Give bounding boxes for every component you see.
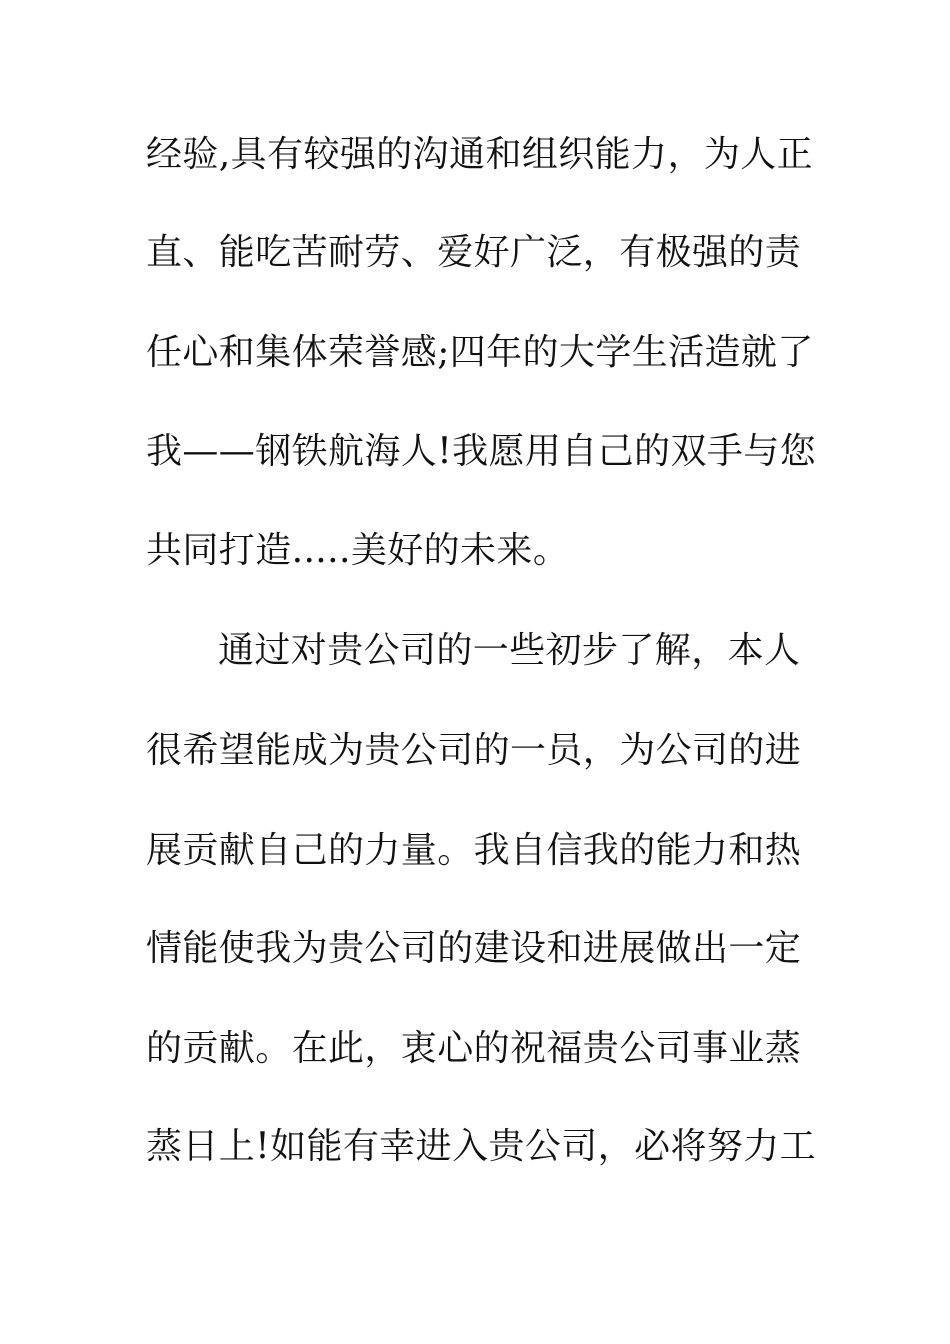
text-line: 任心和集体荣誉感;四年的大学生活造就了 [146,332,814,373]
text-line: 共同打造.....美好的未来。 [146,530,570,571]
text-line: 情能使我为贵公司的建设和进展做出一定 [146,928,802,969]
text-line: 直、能吃苦耐劳、爱好广泛，有极强的责 [146,232,802,273]
text-line: 的贡献。在此，衷心的祝福贵公司事业蒸 [146,1028,802,1069]
text-line: 展贡献自己的力量。我自信我的能力和热 [146,830,802,871]
text-line: 蒸日上!如能有幸进入贵公司，必将努力工 [146,1126,817,1167]
text-line: 我——钢铁航海人!我愿用自己的双手与您 [146,431,817,472]
paragraph-first-line: 通过对贵公司的一些初步了解，本人 [218,630,801,671]
text-line: 经验,具有较强的沟通和组织能力，为人正 [146,134,814,175]
text-line: 很希望能成为贵公司的一员，为公司的进 [146,730,802,771]
